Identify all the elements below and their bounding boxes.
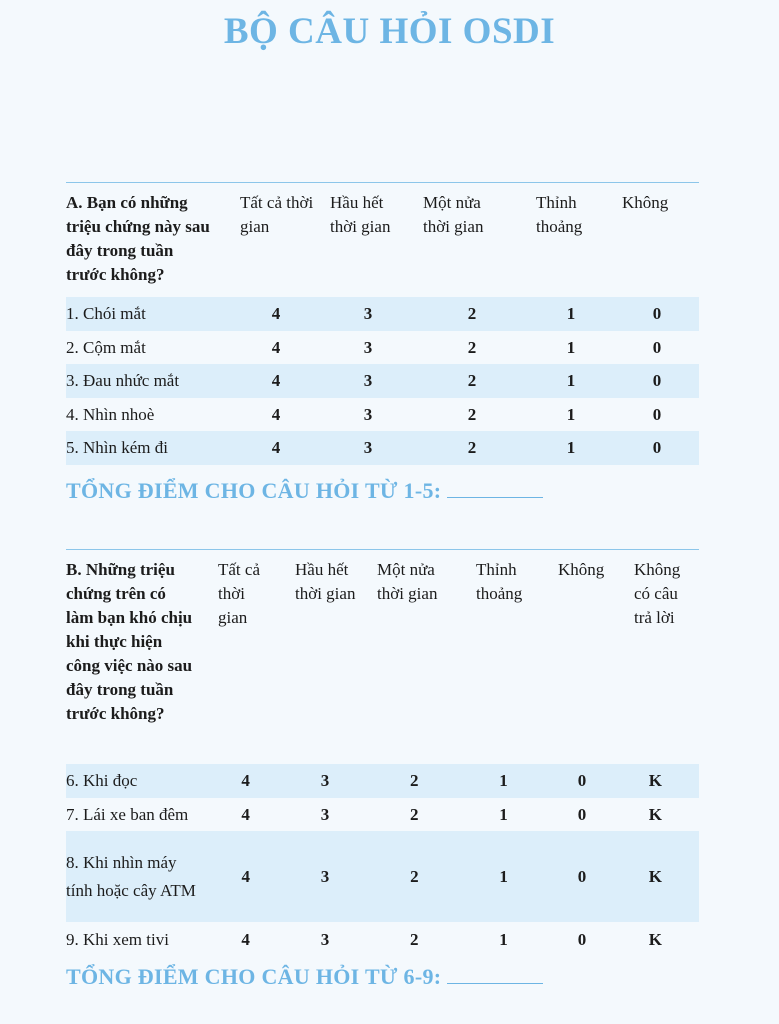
table-row (66, 364, 699, 398)
section-a-header (66, 183, 699, 297)
table-row (66, 798, 699, 831)
score-3[interactable]: 3 (363, 371, 373, 390)
score-1[interactable]: 1 (499, 771, 508, 790)
row-label: 8. Khi nhìn máy tính hoặc cây ATM (66, 852, 196, 900)
table-row (66, 331, 699, 364)
section-a-total-label: TỔNG ĐIỂM CHO CÂU HỎI TỪ 1-5: (66, 478, 442, 503)
section-b-col-never: Không (558, 560, 605, 579)
score-3[interactable]: 3 (363, 438, 373, 457)
score-4[interactable]: 4 (241, 930, 250, 949)
section-a-col-most-time: Hầu hết thời gian (330, 193, 391, 236)
section-b-col-no-answer: Không có câu trả lời (634, 560, 681, 627)
score-k[interactable]: K (648, 930, 662, 949)
row-label: 7. Lái xe ban đêm (66, 804, 189, 824)
section-a-question: A. Bạn có những triệu chứng này sau đây trong tuần trước không? (66, 193, 210, 284)
section-b-question: B. Những triệu chứng trên có làm bạn khó chịu khi thực hiện công việc nào sau đây trong tuần trước không? (66, 560, 193, 723)
score-1[interactable]: 1 (499, 930, 508, 949)
section-a-total-blank[interactable] (447, 493, 543, 498)
section-b-col-most-time: Hầu hết thời gian (295, 560, 356, 603)
score-2[interactable]: 2 (467, 438, 477, 457)
row-label: 6. Khi đọc (66, 771, 138, 790)
score-2[interactable]: 2 (410, 866, 419, 886)
score-3[interactable]: 3 (363, 304, 373, 323)
score-3[interactable]: 3 (363, 404, 373, 424)
score-2[interactable]: 2 (467, 337, 477, 357)
score-0[interactable]: 0 (652, 438, 662, 457)
score-1[interactable]: 1 (499, 866, 508, 886)
score-4[interactable]: 4 (241, 771, 250, 790)
table-row (66, 922, 699, 958)
row-label: 1. Chói mắt (66, 304, 146, 323)
section-b-total-label: TỔNG ĐIỂM CHO CÂU HỎI TỪ 6-9: (66, 964, 442, 989)
table-row (66, 764, 699, 798)
score-4[interactable]: 4 (241, 866, 250, 886)
score-0[interactable]: 0 (577, 866, 587, 886)
score-k[interactable]: K (648, 771, 662, 790)
score-4[interactable]: 4 (271, 337, 281, 357)
table-row (66, 297, 699, 331)
score-2[interactable]: 2 (410, 804, 419, 824)
score-1[interactable]: 1 (566, 404, 576, 424)
section-a-col-never: Không (622, 193, 669, 212)
score-1[interactable]: 1 (566, 438, 576, 457)
section-b-col-half-time: Một nửa thời gian (377, 560, 438, 603)
section-a-col-half-time: Một nửa thời gian (423, 193, 484, 236)
score-0[interactable]: 0 (577, 804, 587, 824)
row-label: 5. Nhìn kém đi (66, 438, 168, 457)
score-3[interactable]: 3 (320, 804, 330, 824)
section-b-total-blank[interactable] (447, 979, 543, 984)
score-3[interactable]: 3 (320, 930, 330, 949)
score-2[interactable]: 2 (410, 930, 419, 949)
score-1[interactable]: 1 (566, 337, 576, 357)
score-2[interactable]: 2 (467, 404, 477, 424)
section-a-col-sometimes: Thỉnh thoảng (536, 193, 583, 236)
score-4[interactable]: 4 (241, 804, 250, 824)
score-k[interactable]: K (648, 804, 662, 824)
section-b-table (66, 549, 699, 958)
section-b-total (66, 964, 543, 990)
row-label: 4. Nhìn nhoè (66, 404, 155, 424)
score-0[interactable]: 0 (652, 337, 662, 357)
score-0[interactable]: 0 (652, 371, 662, 390)
section-b-col-sometimes: Thỉnh thoảng (476, 560, 523, 603)
section-b-col-all-time: Tất cả thời gian (218, 560, 260, 627)
score-3[interactable]: 3 (320, 866, 330, 886)
score-2[interactable]: 2 (467, 304, 477, 323)
score-4[interactable]: 4 (271, 304, 281, 323)
score-0[interactable]: 0 (577, 930, 587, 949)
score-3[interactable]: 3 (320, 771, 330, 790)
section-b-header (66, 550, 699, 764)
row-label: 3. Đau nhức mắt (66, 371, 180, 390)
score-2[interactable]: 2 (467, 371, 477, 390)
table-row (66, 398, 699, 431)
score-2[interactable]: 2 (410, 771, 419, 790)
page-title: BỘ CÂU HỎI OSDI (223, 11, 556, 52)
table-row (66, 831, 699, 922)
score-4[interactable]: 4 (271, 404, 281, 424)
score-4[interactable]: 4 (271, 371, 281, 390)
score-1[interactable]: 1 (566, 371, 576, 390)
score-0[interactable]: 0 (577, 771, 587, 790)
score-1[interactable]: 1 (499, 804, 508, 824)
score-1[interactable]: 1 (566, 304, 576, 323)
section-a-table (66, 182, 699, 465)
row-label: 9. Khi xem tivi (66, 930, 169, 949)
score-k[interactable]: K (648, 866, 662, 886)
score-0[interactable]: 0 (652, 404, 662, 424)
row-label: 2. Cộm mắt (66, 337, 146, 357)
table-row (66, 431, 699, 465)
section-a-col-all-time: Tất cả thời gian (240, 193, 314, 236)
score-0[interactable]: 0 (652, 304, 662, 323)
score-4[interactable]: 4 (271, 438, 281, 457)
score-3[interactable]: 3 (363, 337, 373, 357)
section-a-total (66, 478, 543, 504)
